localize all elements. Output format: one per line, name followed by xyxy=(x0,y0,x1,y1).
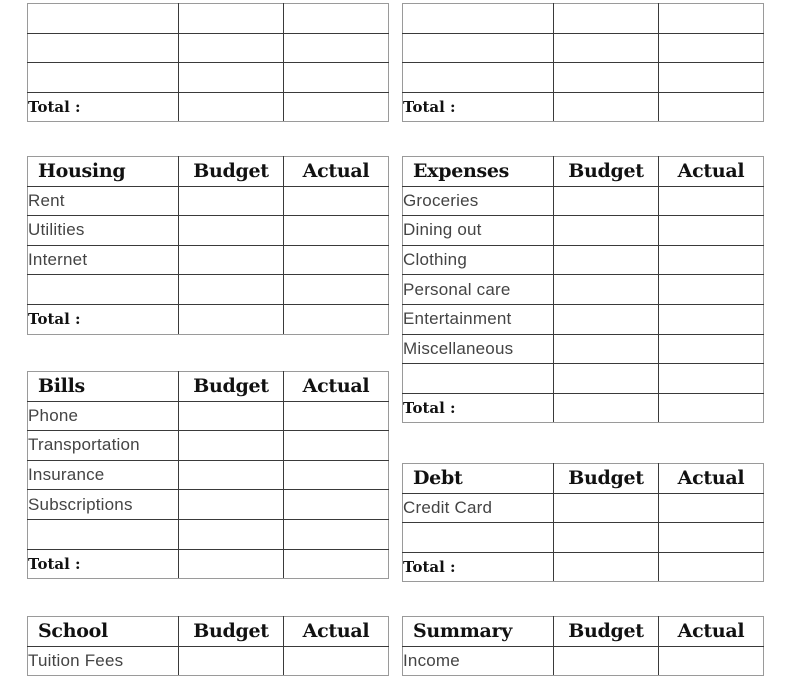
actual-header: Actual xyxy=(659,464,764,494)
row-label: Tuition Fees xyxy=(28,646,179,676)
row-label: Miscellaneous xyxy=(403,334,554,364)
actual-cell[interactable] xyxy=(659,4,764,34)
actual-cell[interactable] xyxy=(284,460,389,490)
table-row xyxy=(403,334,764,364)
table-row xyxy=(28,245,389,275)
actual-cell[interactable] xyxy=(284,646,389,676)
actual-cell[interactable] xyxy=(284,4,389,34)
table-row xyxy=(403,216,764,246)
budget-cell[interactable] xyxy=(179,460,284,490)
bills-table xyxy=(27,371,389,579)
budget-cell[interactable] xyxy=(179,33,284,63)
table-row xyxy=(403,63,764,93)
table-row xyxy=(28,431,389,461)
row-label xyxy=(28,519,179,549)
actual-total-cell[interactable] xyxy=(284,92,389,122)
table-row xyxy=(28,519,389,549)
row-label: Internet xyxy=(28,245,179,275)
actual-cell[interactable] xyxy=(284,186,389,216)
header-row xyxy=(28,157,389,187)
total-label: Total : xyxy=(28,549,179,579)
budget-total-cell[interactable] xyxy=(179,549,284,579)
actual-total-cell[interactable] xyxy=(659,552,764,582)
actual-cell[interactable] xyxy=(659,63,764,93)
actual-cell[interactable] xyxy=(284,33,389,63)
table-row xyxy=(403,275,764,305)
table-row xyxy=(28,490,389,520)
row-label xyxy=(403,523,554,553)
total-row xyxy=(403,92,764,122)
actual-cell[interactable] xyxy=(659,493,764,523)
table-row xyxy=(403,646,764,676)
table-row xyxy=(28,186,389,216)
budget-cell[interactable] xyxy=(554,646,659,676)
row-label xyxy=(28,4,179,34)
total-row xyxy=(28,92,389,122)
table-title: Housing xyxy=(28,157,179,187)
budget-cell[interactable] xyxy=(179,63,284,93)
table-title: School xyxy=(28,617,179,647)
budget-cell[interactable] xyxy=(179,275,284,305)
total-label: Total : xyxy=(28,92,179,122)
budget-cell[interactable] xyxy=(554,4,659,34)
row-label xyxy=(403,63,554,93)
row-label xyxy=(28,63,179,93)
top-right-table xyxy=(402,3,764,122)
table-row xyxy=(28,63,389,93)
actual-cell[interactable] xyxy=(659,523,764,553)
top-left-table xyxy=(27,3,389,122)
row-label xyxy=(403,33,554,63)
table-row xyxy=(28,646,389,676)
table-row xyxy=(28,460,389,490)
header-row xyxy=(28,617,389,647)
school-table xyxy=(27,616,389,676)
table-row xyxy=(28,275,389,305)
budget-cell[interactable] xyxy=(554,245,659,275)
budget-cell[interactable] xyxy=(554,63,659,93)
budget-total-cell[interactable] xyxy=(554,92,659,122)
total-row xyxy=(28,549,389,579)
budget-cell[interactable] xyxy=(179,216,284,246)
header-row xyxy=(403,464,764,494)
table-row xyxy=(403,364,764,394)
actual-header: Actual xyxy=(284,157,389,187)
budget-cell[interactable] xyxy=(554,493,659,523)
total-row xyxy=(28,304,389,334)
table-row xyxy=(28,401,389,431)
budget-cell[interactable] xyxy=(179,519,284,549)
budget-cell[interactable] xyxy=(179,490,284,520)
row-label: Personal care xyxy=(403,275,554,305)
debt-table xyxy=(402,463,764,582)
budget-total-cell[interactable] xyxy=(179,304,284,334)
row-label xyxy=(403,4,554,34)
row-label: Income xyxy=(403,646,554,676)
row-label: Groceries xyxy=(403,186,554,216)
budget-total-cell[interactable] xyxy=(554,552,659,582)
actual-header: Actual xyxy=(659,617,764,647)
budget-header: Budget xyxy=(179,372,284,402)
actual-total-cell[interactable] xyxy=(659,393,764,423)
table-row xyxy=(403,304,764,334)
actual-cell[interactable] xyxy=(659,245,764,275)
actual-cell[interactable] xyxy=(284,431,389,461)
table-row xyxy=(403,33,764,63)
row-label: Dining out xyxy=(403,216,554,246)
budget-cell[interactable] xyxy=(179,245,284,275)
actual-total-cell[interactable] xyxy=(284,304,389,334)
actual-cell[interactable] xyxy=(659,33,764,63)
header-row xyxy=(403,617,764,647)
budget-cell[interactable] xyxy=(554,33,659,63)
total-row xyxy=(403,552,764,582)
budget-cell[interactable] xyxy=(554,334,659,364)
actual-cell[interactable] xyxy=(659,186,764,216)
row-label: Insurance xyxy=(28,460,179,490)
actual-cell[interactable] xyxy=(284,245,389,275)
budget-cell[interactable] xyxy=(554,275,659,305)
header-row xyxy=(28,372,389,402)
row-label: Transportation xyxy=(28,431,179,461)
housing-table xyxy=(27,156,389,335)
row-label: Subscriptions xyxy=(28,490,179,520)
row-label: Rent xyxy=(28,186,179,216)
actual-cell[interactable] xyxy=(659,334,764,364)
summary-table xyxy=(402,616,764,676)
table-title: Bills xyxy=(28,372,179,402)
table-title: Expenses xyxy=(403,157,554,187)
budget-cell[interactable] xyxy=(179,186,284,216)
budget-cell[interactable] xyxy=(179,401,284,431)
actual-cell[interactable] xyxy=(284,216,389,246)
budget-header: Budget xyxy=(179,617,284,647)
budget-header: Budget xyxy=(554,617,659,647)
row-label xyxy=(403,364,554,394)
actual-cell[interactable] xyxy=(659,304,764,334)
budget-cell[interactable] xyxy=(179,646,284,676)
row-label: Utilities xyxy=(28,216,179,246)
row-label: Entertainment xyxy=(403,304,554,334)
actual-header: Actual xyxy=(284,372,389,402)
actual-cell[interactable] xyxy=(659,364,764,394)
actual-header: Actual xyxy=(284,617,389,647)
expenses-table xyxy=(402,156,764,423)
budget-cell[interactable] xyxy=(554,364,659,394)
total-label: Total : xyxy=(403,393,554,423)
budget-total-cell[interactable] xyxy=(179,92,284,122)
row-label xyxy=(28,275,179,305)
budget-cell[interactable] xyxy=(554,523,659,553)
total-label: Total : xyxy=(403,92,554,122)
budget-cell[interactable] xyxy=(554,186,659,216)
table-row xyxy=(28,4,389,34)
actual-cell[interactable] xyxy=(659,646,764,676)
row-label: Credit Card xyxy=(403,493,554,523)
table-row xyxy=(28,216,389,246)
table-title: Summary xyxy=(403,617,554,647)
actual-cell[interactable] xyxy=(284,63,389,93)
actual-cell[interactable] xyxy=(284,275,389,305)
total-label: Total : xyxy=(403,552,554,582)
budget-header: Budget xyxy=(554,157,659,187)
budget-cell[interactable] xyxy=(179,431,284,461)
table-row xyxy=(28,33,389,63)
budget-header: Budget xyxy=(179,157,284,187)
actual-cell[interactable] xyxy=(659,216,764,246)
table-row xyxy=(403,523,764,553)
actual-total-cell[interactable] xyxy=(284,549,389,579)
actual-header: Actual xyxy=(659,157,764,187)
total-row xyxy=(403,393,764,423)
budget-header: Budget xyxy=(554,464,659,494)
row-label xyxy=(28,33,179,63)
row-label: Clothing xyxy=(403,245,554,275)
budget-total-cell[interactable] xyxy=(554,393,659,423)
actual-cell[interactable] xyxy=(284,519,389,549)
header-row xyxy=(403,157,764,187)
actual-cell[interactable] xyxy=(284,401,389,431)
actual-total-cell[interactable] xyxy=(659,92,764,122)
budget-cell[interactable] xyxy=(554,216,659,246)
table-row xyxy=(403,493,764,523)
budget-cell[interactable] xyxy=(554,304,659,334)
actual-cell[interactable] xyxy=(659,275,764,305)
table-title: Debt xyxy=(403,464,554,494)
table-row xyxy=(403,4,764,34)
table-row xyxy=(403,186,764,216)
row-label: Phone xyxy=(28,401,179,431)
actual-cell[interactable] xyxy=(284,490,389,520)
budget-cell[interactable] xyxy=(179,4,284,34)
total-label: Total : xyxy=(28,304,179,334)
table-row xyxy=(403,245,764,275)
